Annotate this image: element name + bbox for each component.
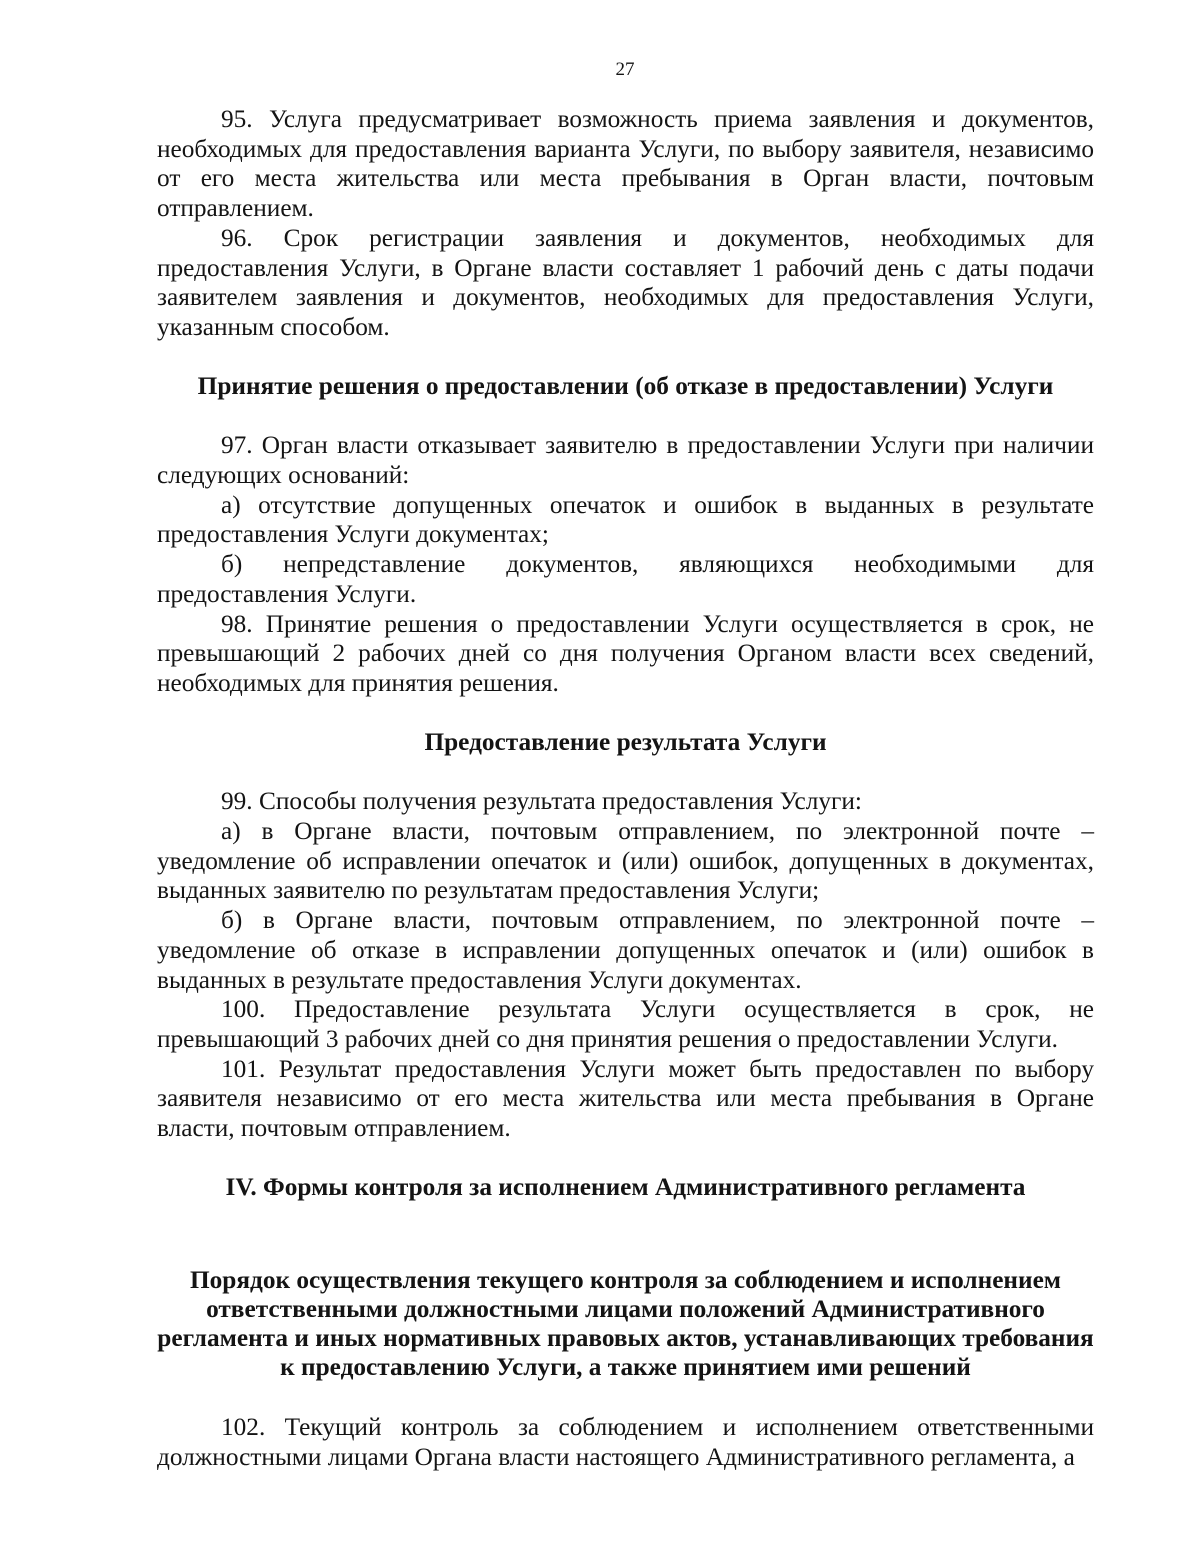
heading-result: Предоставление результата Услуги: [424, 727, 827, 756]
paragraph-99-a: а) в Органе власти, почтовым отправлением, по электронной почте – уведомление об исправлении опечаток и (или) ошибок, допущенных в документах, выданных заявителю по результатам предоставления Услуги;: [157, 817, 1094, 905]
paragraph-99: 99. Способы получения результата предоставления Услуги:: [221, 787, 862, 816]
paragraph-100: 100. Предоставление результата Услуги осуществляется в срок, не превышающий 3 рабочих дней со дня принятия решения о предоставлении Услуги.: [157, 995, 1094, 1053]
heading-decision: Принятие решения о предоставлении (об отказе в предоставлении) Услуги: [197, 371, 1054, 400]
document-body: [157, 105, 1094, 1473]
paragraph-102: 102. Текущий контроль за соблюдением и исполнением ответственными должностными лицами Органа власти настоящего Административного регламента, а: [157, 1413, 1094, 1472]
paragraph-98: 98. Принятие решения о предоставлении Услуги осуществляется в срок, не превышающий 2 рабочих дней со дня получения Органом власти всех сведений, необходимых для принятия решения.: [157, 609, 1094, 697]
paragraph-95: 95. Услуга предусматривает возможность приема заявления и документов, необходимых для предоставления варианта Услуги, по выбору заявителя, независимо от его места жительства или места пребывания в Орган власти, почтовым отправлением.: [157, 105, 1094, 223]
paragraph-96: 96. Срок регистрации заявления и документов, необходимых для предоставления Услуги, в Органе власти составляет 1 рабочий день с даты подачи заявителем заявления и документов, необходимых для предоставления Услуги, указанным способом.: [157, 223, 1094, 341]
paragraph-97-a: а) отсутствие допущенных опечаток и ошибок в выданных в результате предоставления Услуги документах;: [157, 490, 1094, 549]
paragraph-97-b: б) непредставление документов, являющихся необходимыми для предоставления Услуги.: [157, 550, 1094, 608]
paragraph-97: 97. Орган власти отказывает заявителю в предоставлении Услуги при наличии следующих оснований:: [157, 431, 1094, 490]
paragraph-99-b: б) в Органе власти, почтовым отправлением, по электронной почте – уведомление об отказе в исправлении допущенных опечаток и (или) ошибок в выданных в результате предоставления Услуги документах.: [157, 906, 1094, 994]
page-number: 27: [615, 59, 635, 80]
heading-section-iv: IV. Формы контроля за исполнением Административного регламента: [225, 1172, 1026, 1201]
paragraph-101: 101. Результат предоставления Услуги может быть предоставлен по выбору заявителя независимо от его места жительства или места пребывания в Органе власти, почтовым отправлением.: [157, 1054, 1094, 1143]
heading-current-control: Порядок осуществления текущего контроля за соблюдением и исполнением ответственными должностными лицами положений Административного регламента и иных нормативных правовых актов, устанавливающих требования к предоставлению Услуги, а также принятием ими решений: [157, 1265, 1094, 1382]
